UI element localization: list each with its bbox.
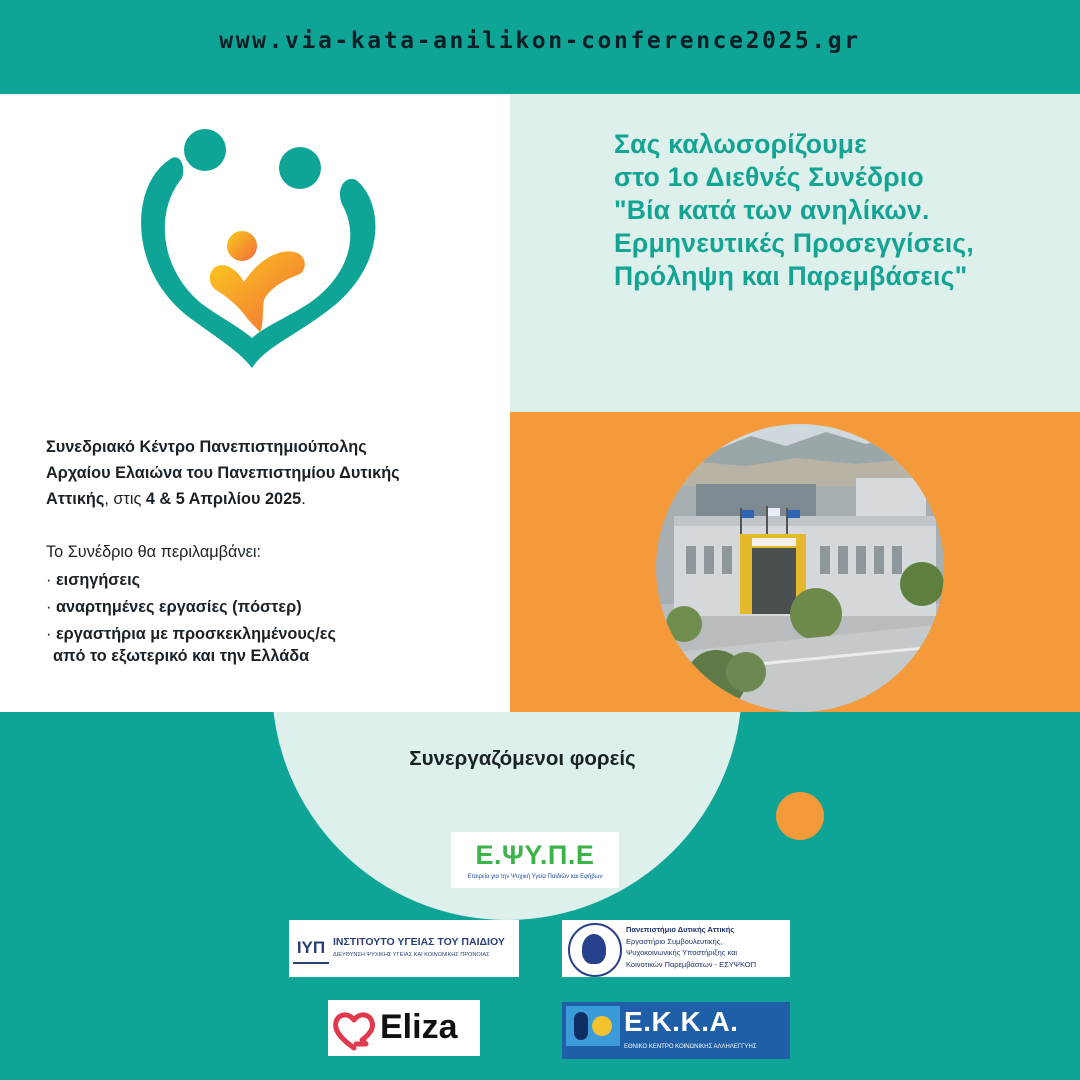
parent-head-icon (184, 129, 226, 171)
eliza-name: Eliza (380, 1008, 458, 1046)
welcome-line: Ερμηνευτικές Προσεγγίσεις, (614, 228, 974, 258)
efype-name: Ε.ΨΥ.Π.Ε (475, 840, 595, 870)
welcome-line: "Βία κατά των ανηλίκων. (614, 195, 930, 225)
uniwa-line: Εργαστήριο Συμβουλευτικής, (626, 937, 723, 946)
list-item (46, 595, 506, 619)
building-illustration (656, 424, 944, 712)
welcome-line: Σας καλωσορίζουμε (614, 129, 867, 159)
venue-photo (656, 424, 944, 712)
list-item-label: από το εξωτερικό και την Ελλάδα (53, 647, 310, 665)
venue-line: Αρχαίου Ελαιώνα του Πανεπιστημίου Δυτικής (46, 464, 400, 482)
iyp-subtitle: ΔΙΕΥΘΥΝΣΗ ΨΥΧΙΚΗΣ ΥΓΕΙΑΣ ΚΑΙ ΚΟΙΝΩΝΙΚΗΣ ΠΡΟΝΟΙΑΣ (333, 952, 490, 958)
bullet: · (46, 571, 56, 589)
welcome-line: Πρόληψη και Παρεμβάσεις" (614, 261, 968, 291)
uniwa-line: Πανεπιστήμιο Δυτικής Αττικής (626, 925, 735, 934)
welcome-line: στο 1ο Διεθνές Συνέδριο (614, 162, 924, 192)
uniwa-seal-icon (568, 923, 622, 977)
partner-logo-uniwa[interactable] (562, 920, 790, 977)
conference-heart-logo (130, 120, 390, 370)
venue-connector: , στις (104, 490, 146, 508)
venue-line: Συνεδριακό Κέντρο Πανεπιστημιούπολης (46, 438, 367, 456)
partner-logo-iyp[interactable] (289, 920, 519, 977)
uniwa-line: Κοινοτικών Παρεμβάσεων - ΕΣΥΨΚΟΠ (626, 960, 757, 969)
conference-url[interactable]: www.via-kata-anilikon-conference2025.gr (219, 28, 861, 54)
ekka-name: Ε.Κ.Κ.Α. (624, 1006, 739, 1037)
program-list (46, 540, 506, 666)
decorative-dot (776, 792, 824, 840)
venue-info (46, 434, 506, 512)
venue-period: . (301, 490, 306, 508)
list-item (46, 568, 506, 592)
ekka-figure-icon (566, 1006, 620, 1046)
partner-logo-eliza[interactable] (328, 1000, 480, 1056)
partner-logo-efype[interactable] (451, 832, 619, 888)
list-item (46, 622, 506, 646)
bullet: · (46, 598, 56, 616)
iyp-name: ΙΝΣΤΙΤΟΥΤΟ ΥΓΕΙΑΣ ΤΟΥ ΠΑΙΔΙΟΥ (333, 936, 505, 948)
program-intro: Το Συνέδριο θα περιλαμβάνει: (46, 543, 261, 561)
partner-logo-ekka[interactable] (562, 1002, 790, 1059)
heart-outline-icon (141, 157, 375, 368)
list-item-label: εισηγήσεις (55, 571, 141, 589)
welcome-heading (614, 128, 1074, 293)
ekka-subtitle: ΕΘΝΙΚΟ ΚΕΝΤΡΟ ΚΟΙΝΩΝΙΚΗΣ ΑΛΛΗΛΕΓΓΥΗΣ (624, 1044, 757, 1050)
uniwa-line: Ψυχοκοινωνικής Υποστήριξης και (626, 948, 738, 957)
venue-region: Αττικής (46, 490, 105, 508)
eliza-heart-icon (332, 1006, 376, 1052)
conference-dates: 4 & 5 Απριλίου 2025 (145, 490, 302, 508)
parent-head-icon (279, 147, 321, 189)
list-item-label: εργαστήρια με προσκεκλημένους/ες (55, 625, 336, 643)
efype-subtitle: Εταιρεία για την Ψυχική Υγεία Παιδιών και Εφήβων (467, 874, 603, 880)
partners-title: Συνεργαζόμενοι φορείς (409, 747, 636, 770)
list-item-continuation (46, 646, 506, 666)
decorative-arc (272, 712, 742, 920)
iyp-mark: ΙΥΠ (293, 934, 329, 964)
bullet: · (46, 625, 56, 643)
list-item-label: αναρτημένες εργασίες (πόστερ) (55, 598, 302, 616)
